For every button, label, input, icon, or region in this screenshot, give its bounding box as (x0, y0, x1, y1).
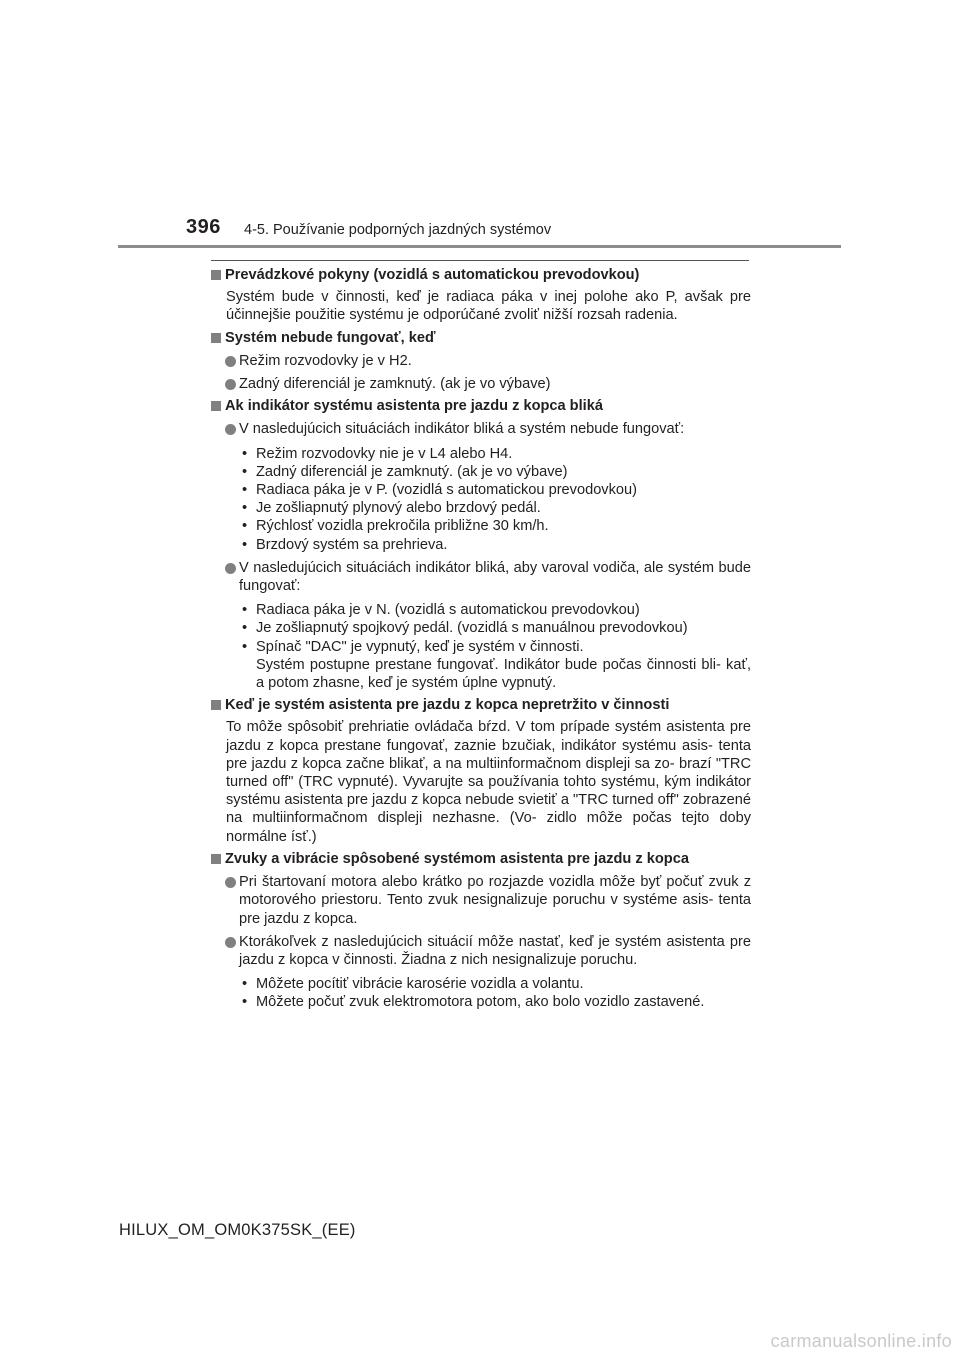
list-item: Zadný diferenciál je zamknutý. (ak je vo výbave) (211, 375, 751, 393)
dot-list-item: • Je zošliapnutý plynový alebo brzdový pedál. (242, 500, 541, 517)
dot-list-item: • Rýchlosť vozidla prekročila približne 30 km/h. (242, 518, 549, 535)
section-paragraph: Systém bude v činnosti, keď je radiaca páka v inej polohe ako P, avšak pre účinnejšie použitie systému je odporúčané zvoliť nižší rozsah radenia. (226, 289, 751, 324)
dot-bullet-icon: • (242, 620, 248, 637)
document-code: HILUX_OM_OM0K375SK_(EE) (119, 1221, 356, 1239)
dot-bullet-icon: • (242, 482, 248, 499)
square-bullet-icon (211, 270, 221, 280)
dot-bullet-icon: • (242, 994, 248, 1011)
watermark: carmanualsonline.info (770, 1331, 952, 1351)
section-rule (211, 260, 749, 261)
dot-list-item: • Môžete počuť zvuk elektromotora potom, ako bolo vozidlo zastavené. (242, 994, 705, 1011)
page-number: 396 (186, 216, 221, 238)
dot-bullet-icon: • (242, 445, 248, 462)
dot-list-item: • Režim rozvodovky nie je v L4 alebo H4. (242, 445, 513, 462)
circle-bullet-icon (225, 937, 236, 948)
list-item: Pri štartovaní motora alebo krátko po rozjazde vozidla môže byť počuť zvuk z motorového priestoru. Tento zvuk nesignalizuje poruchu v systéme asis- tenta pre jazdu z kopca. (211, 873, 751, 928)
section-heading: Systém nebude fungovať, keď (211, 329, 751, 347)
dot-bullet-icon: • (242, 602, 248, 619)
dot-list-note: Systém postupne prestane fungovať. Indikátor bude počas činnosti bli- kať, a potom zhasne, keď je systém úplne vypnutý. (256, 656, 751, 692)
circle-bullet-icon (225, 563, 236, 574)
list-item: Ktorákoľvek z nasledujúcich situácií môže nastať, keď je systém asistenta pre jazdu z kopca v činnosti. Žiadna z nich nesignalizuje poruchu. (211, 933, 751, 969)
dot-bullet-icon: • (242, 463, 248, 480)
dot-list (211, 601, 751, 692)
manual-content (211, 266, 751, 1012)
dot-list-item: • Môžete pocítiť vibrácie karosérie vozidla a volantu. (242, 976, 584, 993)
section-heading: Zvuky a vibrácie spôsobené systémom asistenta pre jazdu z kopca (211, 850, 751, 868)
square-bullet-icon (211, 333, 221, 343)
header-rule (118, 245, 841, 248)
circle-bullet-icon (225, 356, 236, 367)
list-item: V nasledujúcich situáciách indikátor bliká, aby varoval vodiča, ale systém bude fungovať: (211, 559, 751, 595)
chapter-title: 4-5. Používanie podporných jazdných systémov (244, 222, 552, 238)
dot-list (211, 445, 751, 554)
dot-list-item: • Radiaca páka je v N. (vozidlá s automatickou prevodovkou) (242, 602, 640, 619)
dot-bullet-icon: • (242, 536, 248, 553)
section-paragraph: To môže spôsobiť prehriatie ovládača bŕzd. V tom prípade systém asistenta pre jazdu z kopca prestane fungovať, zaznie bzučiak, indikátor systému asis- tenta pre jazdu z kopca začne blikať, a na multiinformačnom displeji sa zo- brazí "TRC turned off" (TRC vypnuté). Vyvarujte sa používania tohto systému, kým indikátor systému asistenta pre jazdu z kopca nebude svietiť a "TRC turned off" zobrazené na multiinformačnom displeji nezhasne. (Vo- zidlo môže počas tejto doby normálne ísť.) (226, 719, 752, 845)
dot-list-item: • Radiaca páka je v P. (vozidlá s automatickou prevodovkou) (242, 482, 637, 499)
list-item: V nasledujúcich situáciách indikátor bliká a systém nebude fungovať: (211, 420, 751, 438)
section-heading: Prevádzkové pokyny (vozidlá s automatickou prevodovkou) (211, 266, 751, 284)
list-item: Režim rozvodovky je v H2. (211, 352, 751, 370)
dot-bullet-icon: • (242, 518, 248, 535)
circle-bullet-icon (225, 424, 236, 435)
dot-bullet-icon: • (242, 500, 248, 517)
dot-list-item: • Spínač "DAC" je vypnutý, keď je systém v činnosti. (242, 638, 584, 655)
circle-bullet-icon (225, 379, 236, 390)
circle-bullet-icon (225, 877, 236, 888)
dot-list-item: • Je zošliapnutý spojkový pedál. (vozidlá s manuálnou prevodovkou) (242, 620, 688, 637)
dot-bullet-icon: • (242, 638, 248, 655)
section-heading: Ak indikátor systému asistenta pre jazdu z kopca bliká (211, 397, 751, 415)
square-bullet-icon (211, 401, 221, 411)
section-heading: Keď je systém asistenta pre jazdu z kopca nepretržito v činnosti (211, 696, 751, 714)
square-bullet-icon (211, 854, 221, 864)
dot-list-item: • Brzdový systém sa prehrieva. (242, 536, 448, 553)
square-bullet-icon (211, 700, 221, 710)
dot-list-item: • Zadný diferenciál je zamknutý. (ak je vo výbave) (242, 463, 568, 480)
dot-bullet-icon: • (242, 976, 248, 993)
dot-list (211, 975, 751, 1011)
